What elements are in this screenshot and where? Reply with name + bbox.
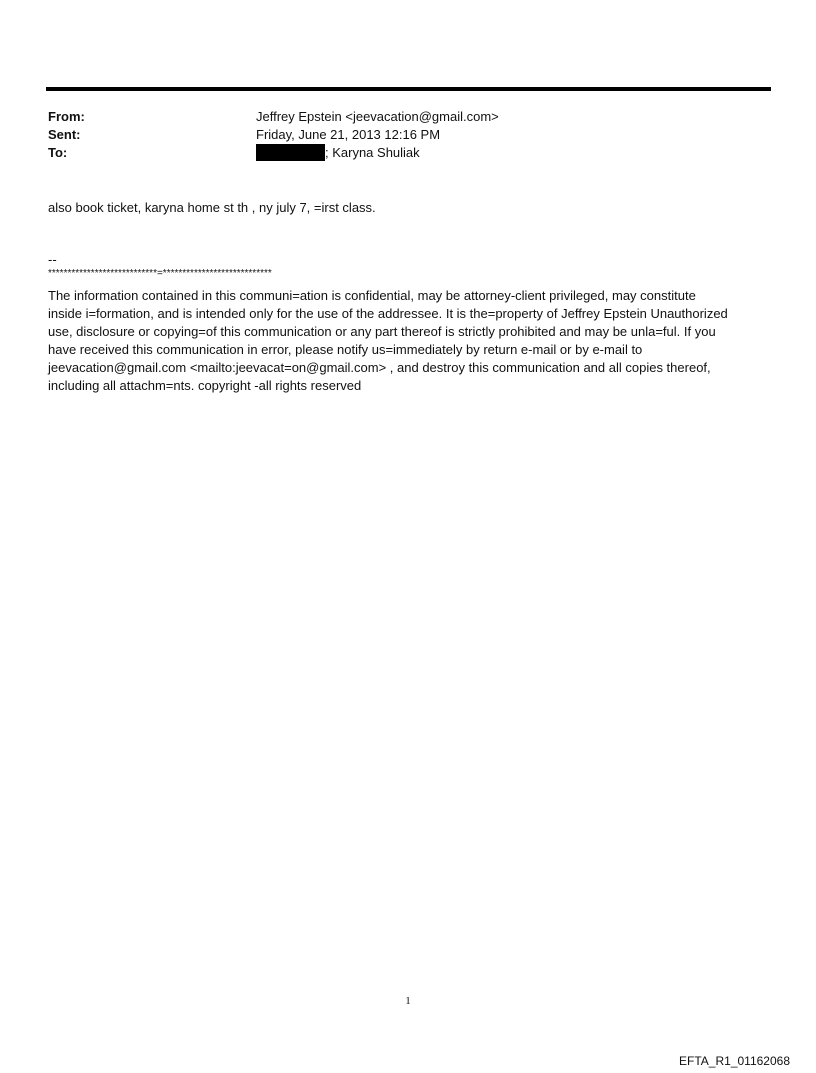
disclaimer-line: have received this communication in error, please notify us=immediately by return e-mail or by e-mail to	[48, 342, 643, 357]
message-body: also book ticket, karyna home st th , ny july 7, =irst class.	[48, 200, 376, 215]
bates-number: EFTA_R1_01162068	[679, 1054, 790, 1068]
disclaimer-line: jeevacation@gmail.com <mailto:jeevacat=on@gmail.com> , and destroy this communication and all copies thereof,	[48, 360, 711, 375]
disclaimer-line: including all attachm=nts. copyright -all rights reserved	[48, 378, 362, 393]
header-divider	[46, 87, 771, 91]
disclaimer-line: The information contained in this communi=ation is confidential, may be attorney-client privileged, may constitute	[48, 288, 696, 303]
to-value: ; Karyna Shuliak	[325, 145, 420, 160]
confidentiality-disclaimer	[48, 287, 768, 395]
disclaimer-line: inside i=formation, and is intended only for the use of the addressee. It is the=property of Jeffrey Epstein Unauthorized	[48, 306, 728, 321]
signature-stars: ****************************=****************************	[48, 268, 272, 279]
sent-label: Sent:	[48, 127, 81, 142]
to-label: To:	[48, 145, 68, 160]
sent-value: Friday, June 21, 2013 12:16 PM	[256, 127, 441, 142]
signature-dashes: --	[48, 252, 57, 267]
from-label: From:	[48, 109, 85, 124]
to-value-wrapper	[256, 144, 420, 162]
disclaimer-line: use, disclosure or copying=of this communication or any part thereof is strictly prohibited and may be unla=ful. If you	[48, 324, 716, 339]
redaction-box	[256, 144, 325, 161]
page-number: 1	[405, 995, 411, 1007]
from-value: Jeffrey Epstein <jeevacation@gmail.com>	[256, 109, 499, 124]
